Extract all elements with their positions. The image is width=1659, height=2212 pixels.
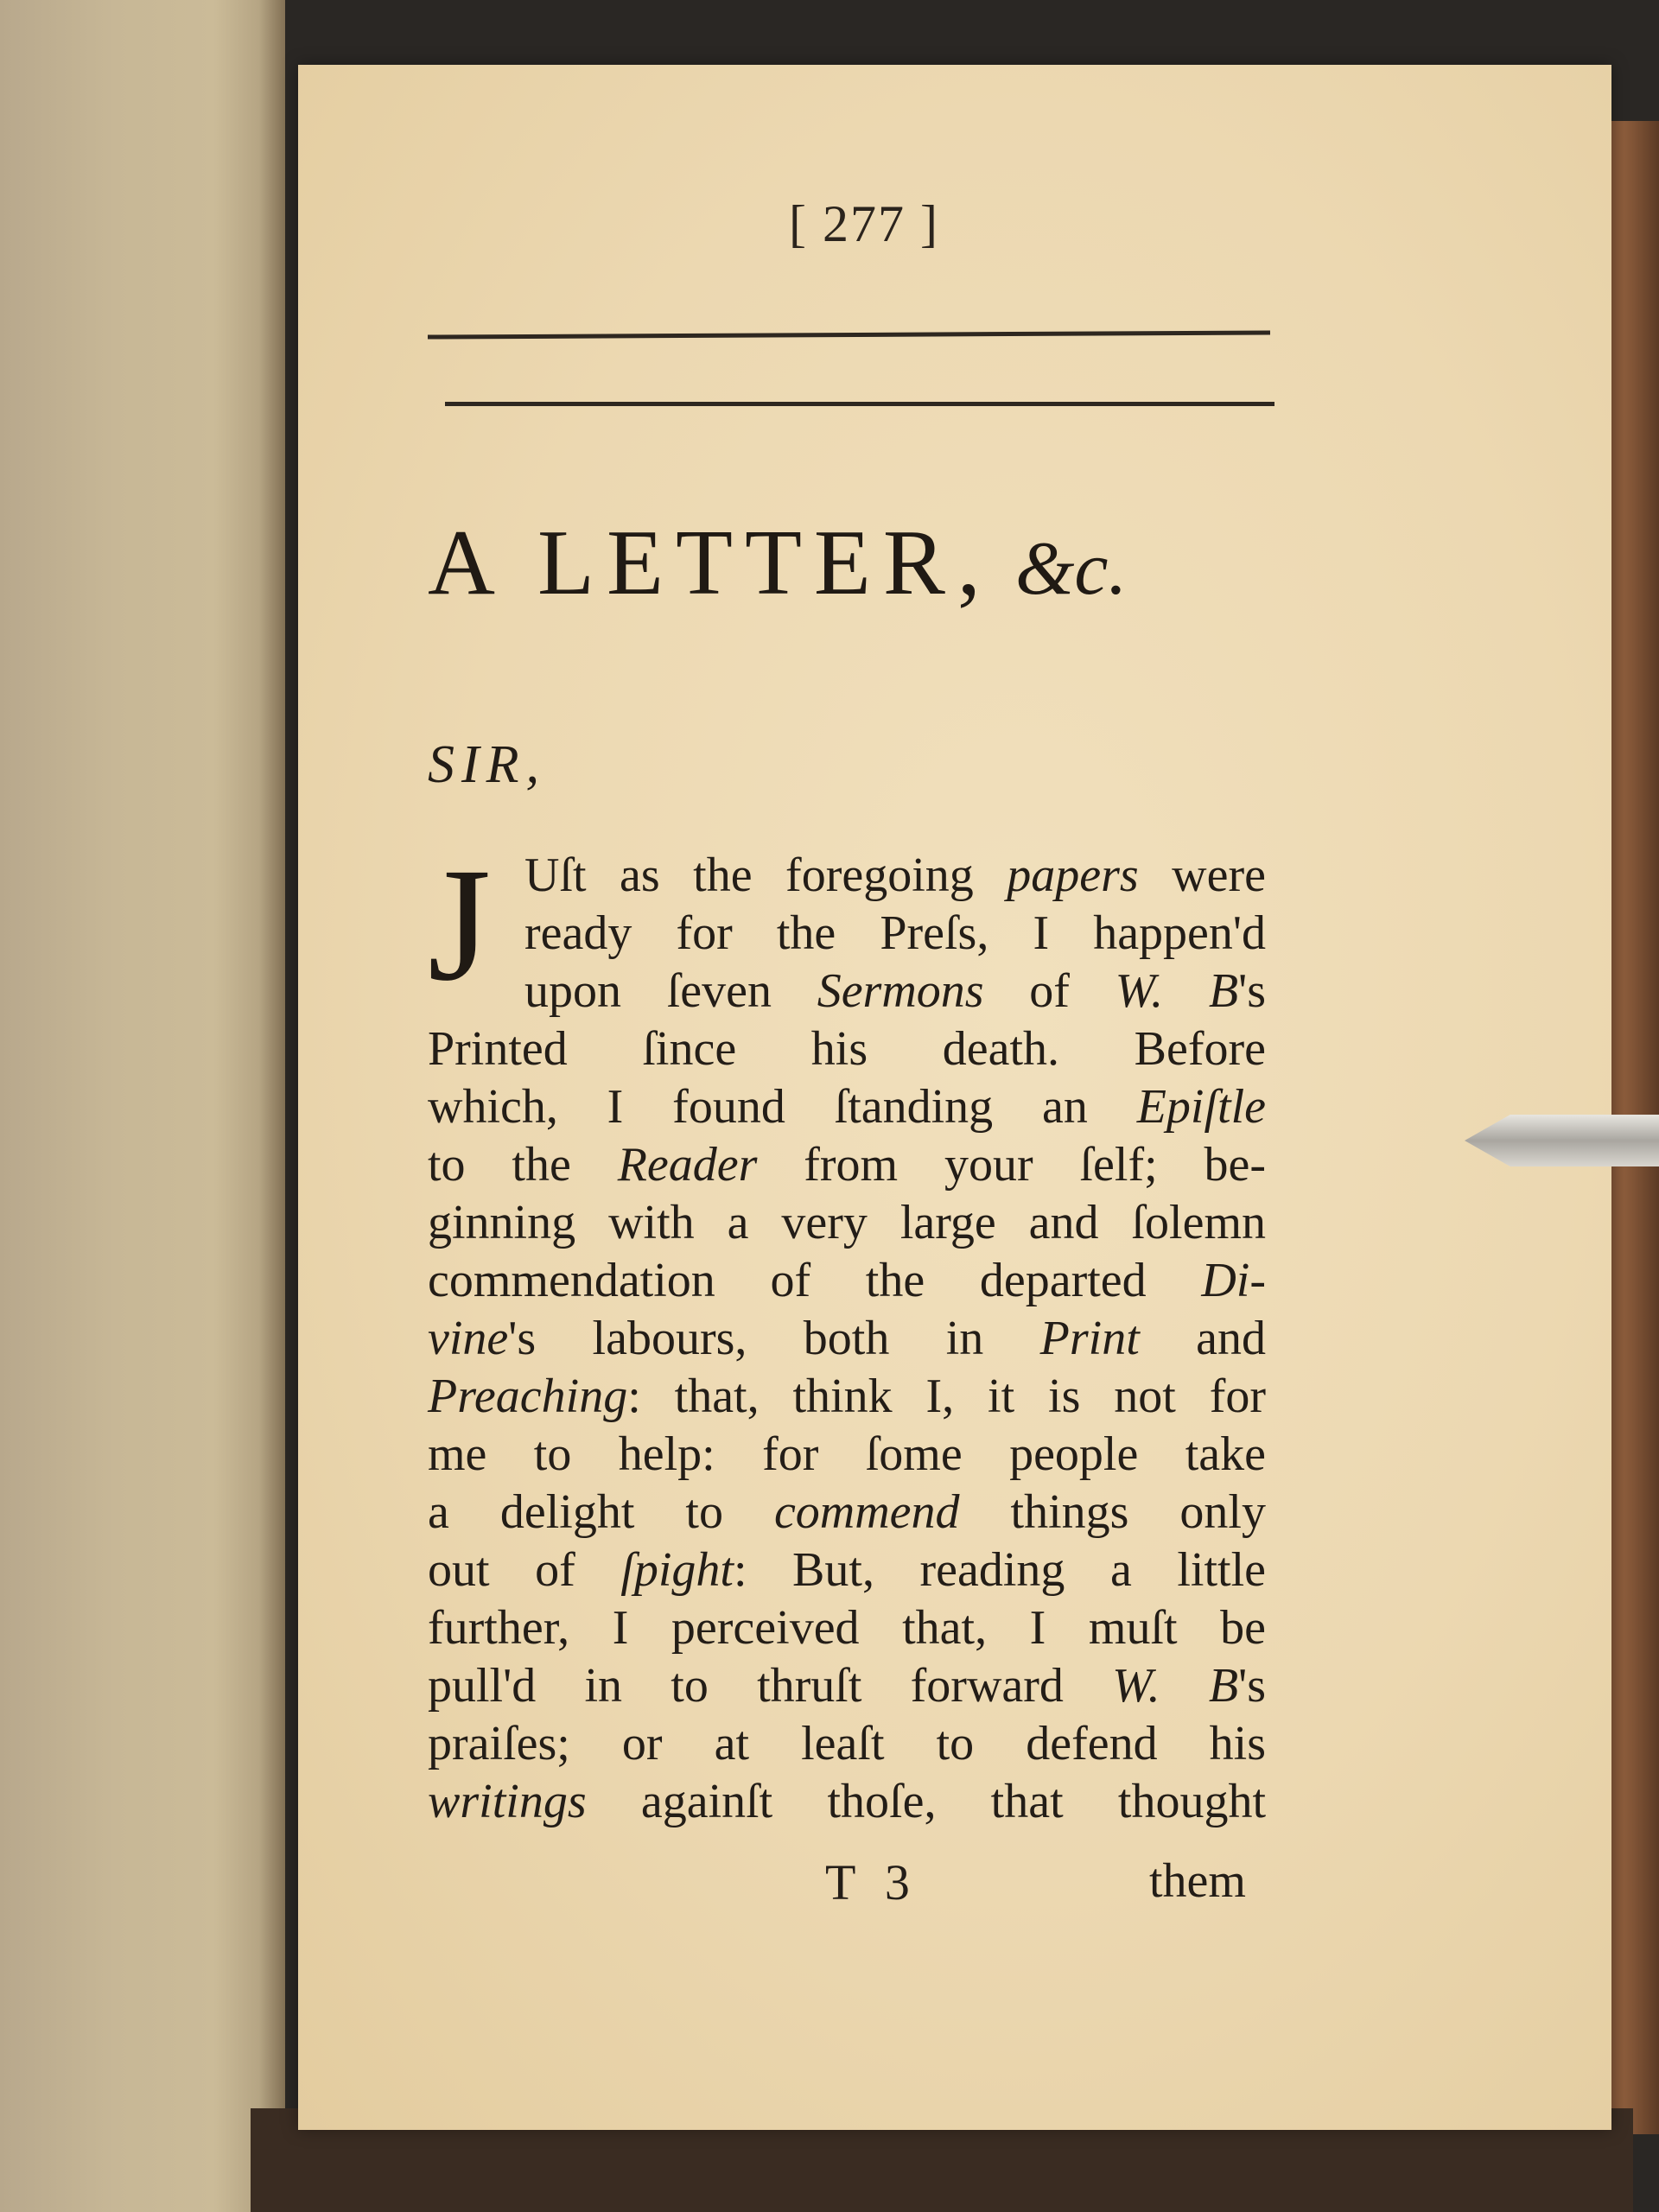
text-run: which, I found ſtanding an: [428, 1080, 1137, 1134]
text-line: [428, 1773, 1266, 1831]
italic-word: W. B: [1115, 964, 1239, 1018]
italic-word: commend: [773, 1485, 960, 1539]
text-line: [428, 963, 1266, 1020]
text-line: [428, 1368, 1266, 1426]
italic-word: W. B: [1112, 1659, 1239, 1713]
text-run: : that, think I, it is not for: [627, 1370, 1266, 1423]
text-run: out of: [428, 1543, 621, 1597]
italic-word: Reader: [617, 1138, 758, 1192]
chapter-title: [428, 510, 1292, 617]
text-line: [428, 1310, 1266, 1368]
text-run: were: [1138, 849, 1266, 902]
left-page: [0, 0, 285, 2212]
title-etc: &c.: [1014, 527, 1128, 611]
text-run: of: [983, 964, 1116, 1018]
drop-cap: J: [428, 834, 492, 1014]
title-text: A LETTER,: [428, 512, 993, 614]
text-run: further, I perceived that, I muſt be: [428, 1601, 1266, 1655]
text-line: [428, 1078, 1266, 1136]
italic-word: Di-: [1201, 1254, 1266, 1307]
text-run: ready for the Preſs, I happen'd: [524, 906, 1266, 960]
text-run: 's: [1238, 1659, 1266, 1713]
text-run: Printed ſince his death. Before: [428, 1022, 1266, 1076]
text-line: [428, 1541, 1266, 1599]
text-line: [428, 1657, 1266, 1715]
text-run: to the: [428, 1138, 618, 1192]
italic-word: Preaching: [428, 1370, 628, 1423]
text-run: Uſt as the foregoing: [524, 849, 1007, 902]
italic-word: writings: [428, 1775, 587, 1828]
italic-word: Sermons: [817, 964, 984, 1018]
body-text: [428, 834, 1266, 1831]
text-run: me to help: for ſome people take: [428, 1427, 1266, 1481]
text-line: [428, 1484, 1266, 1541]
text-line: [428, 847, 1266, 905]
text-line: [428, 1136, 1266, 1194]
text-run: commendation of the departed: [428, 1254, 1202, 1307]
text-run: 's labours, both in: [508, 1312, 1040, 1365]
text-run: upon ſeven: [524, 964, 817, 1018]
text-line: [428, 1426, 1266, 1484]
text-run: things only: [959, 1485, 1266, 1539]
header-rule-top: [428, 330, 1270, 339]
italic-word: ſpight: [620, 1543, 734, 1597]
italic-word: vine: [428, 1312, 509, 1365]
text-run: from your ſelf; be-: [757, 1138, 1266, 1192]
text-line: [428, 1599, 1266, 1657]
text-run: and: [1139, 1312, 1266, 1365]
text-run: againſt thoſe, that thought: [586, 1775, 1266, 1828]
header-rule-bottom: [445, 402, 1274, 406]
text-run: pull'd in to thruſt forward: [428, 1659, 1113, 1713]
salutation: SIR,: [428, 735, 547, 794]
book-page: [298, 65, 1611, 2130]
signature-mark: T 3: [825, 1854, 918, 1910]
italic-word: papers: [1007, 849, 1139, 902]
text-line: [428, 1252, 1266, 1310]
text-line: [428, 1715, 1266, 1773]
text-run: ginning with a very large and ſolemn: [428, 1196, 1266, 1249]
text-run: : But, reading a little: [733, 1543, 1266, 1597]
text-run: 's: [1238, 964, 1266, 1018]
text-run: praiſes; or at leaſt to defend his: [428, 1717, 1266, 1770]
text-line: [428, 1020, 1266, 1078]
text-line: [428, 1194, 1266, 1252]
catchword: them: [1149, 1854, 1246, 1908]
italic-word: Epiſtle: [1136, 1080, 1266, 1134]
italic-word: Print: [1039, 1312, 1140, 1365]
page-number: [ 277 ]: [789, 195, 939, 252]
text-line: [428, 905, 1266, 963]
text-run: a delight to: [428, 1485, 774, 1539]
